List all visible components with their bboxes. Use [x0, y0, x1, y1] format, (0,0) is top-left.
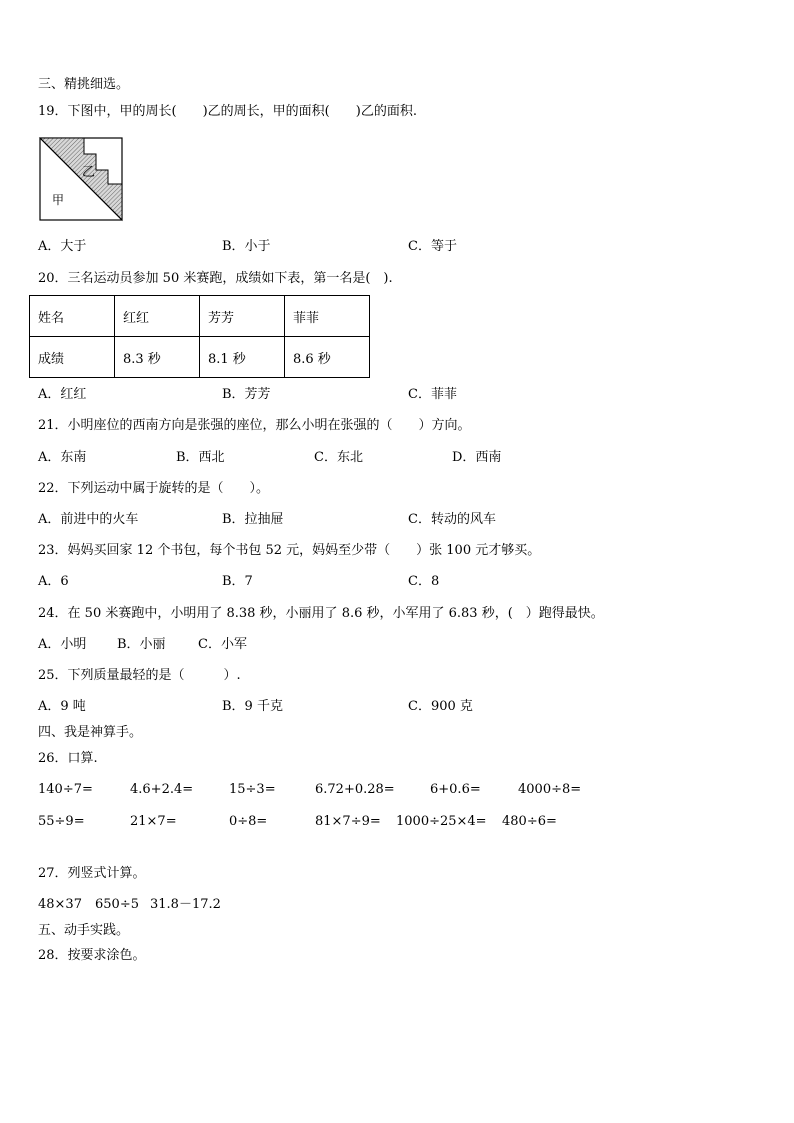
q20-option-c[interactable]: C．菲菲	[408, 387, 457, 402]
section-3-heading: 三、精挑细选。	[38, 77, 130, 92]
q27-item-3: 31.8－17.2	[150, 897, 221, 912]
section-4-heading: 四、我是神算手。	[38, 725, 143, 740]
q22-option-a[interactable]: A．前进中的火车	[38, 512, 139, 527]
q26-calc-3: 15÷3=	[229, 782, 276, 797]
q21-stem: 21．小明座位的西南方向是张强的座位，那么小明在张强的（ ）方向。	[38, 418, 471, 433]
figure-label-jia: 甲	[52, 193, 65, 207]
q27-stem: 27．列竖式计算。	[38, 866, 146, 881]
q19-option-b[interactable]: B．小于	[222, 239, 271, 254]
q25-option-c[interactable]: C．900 克	[408, 699, 473, 714]
table-cell: 成绩	[30, 337, 115, 378]
q21-option-a[interactable]: A．东南	[38, 450, 87, 465]
q19-option-c[interactable]: C．等于	[408, 239, 457, 254]
q24-option-a[interactable]: A．小明	[38, 637, 87, 652]
q24-option-c[interactable]: C．小军	[198, 637, 247, 652]
q28-stem: 28．按要求涂色。	[38, 948, 146, 963]
table-cell: 红红	[115, 296, 200, 337]
q23-option-a[interactable]: A．6	[38, 574, 69, 589]
q26-stem: 26．口算.	[38, 751, 98, 766]
q22-option-b[interactable]: B．拉抽屉	[222, 512, 284, 527]
q26-calc-7: 55÷9=	[38, 814, 85, 829]
q21-option-c[interactable]: C．东北	[314, 450, 363, 465]
table-cell: 8.3 秒	[115, 337, 200, 378]
q26-calc-12: 480÷6=	[502, 814, 557, 829]
q26-calc-11: 1000÷25×4=	[396, 814, 487, 829]
q22-stem: 22．下列运动中属于旋转的是（ ）。	[38, 481, 270, 496]
q21-option-b[interactable]: B．西北	[176, 450, 225, 465]
q23-option-c[interactable]: C．8	[408, 574, 440, 589]
q19-option-a[interactable]: A．大于	[38, 239, 87, 254]
table-cell: 芳芳	[200, 296, 285, 337]
table-cell: 8.6 秒	[285, 337, 370, 378]
table-row	[30, 296, 370, 337]
q27-item-2: 650÷5	[95, 897, 139, 912]
q25-option-b[interactable]: B．9 千克	[222, 699, 283, 714]
q19-figure	[36, 134, 128, 224]
q19-stem: 19．下图中，甲的周长( )乙的周长，甲的面积( )乙的面积.	[38, 104, 417, 119]
q27-item-1: 48×37	[38, 897, 82, 912]
q25-stem: 25．下列质量最轻的是（ ）.	[38, 668, 241, 683]
q23-option-b[interactable]: B．7	[222, 574, 253, 589]
section-5-heading: 五、动手实践。	[38, 923, 130, 938]
q25-option-a[interactable]: A．9 吨	[38, 699, 86, 714]
q20-score-table	[29, 295, 370, 378]
q26-calc-9: 0÷8=	[229, 814, 268, 829]
table-cell: 8.1 秒	[200, 337, 285, 378]
q20-stem: 20．三名运动员参加 50 米赛跑，成绩如下表，第一名是( ).	[38, 271, 393, 286]
q24-stem: 24．在 50 米赛跑中，小明用了 8.38 秒，小丽用了 8.6 秒，小军用了 6.83 秒，( ）跑得最快。	[38, 606, 604, 621]
q21-option-d[interactable]: D．西南	[452, 450, 502, 465]
q26-calc-8: 21×7=	[130, 814, 177, 829]
q26-calc-1: 140÷7=	[38, 782, 93, 797]
table-row	[30, 337, 370, 378]
q26-calc-6: 4000÷8=	[518, 782, 582, 797]
q24-option-b[interactable]: B．小丽	[117, 637, 166, 652]
q26-calc-4: 6.72+0.28=	[315, 782, 395, 797]
q26-calc-2: 4.6+2.4=	[130, 782, 194, 797]
table-cell: 菲菲	[285, 296, 370, 337]
q23-stem: 23．妈妈买回家 12 个书包，每个书包 52 元，妈妈至少带（ ）张 100 元才够买。	[38, 543, 541, 558]
figure-label-yi: 乙	[82, 165, 96, 180]
q22-option-c[interactable]: C．转动的风车	[408, 512, 496, 527]
q20-option-b[interactable]: B．芳芳	[222, 387, 271, 402]
q20-option-a[interactable]: A．红红	[38, 387, 87, 402]
q26-calc-5: 6+0.6=	[430, 782, 481, 797]
table-cell: 姓名	[30, 296, 115, 337]
q26-calc-10: 81×7÷9=	[315, 814, 381, 829]
